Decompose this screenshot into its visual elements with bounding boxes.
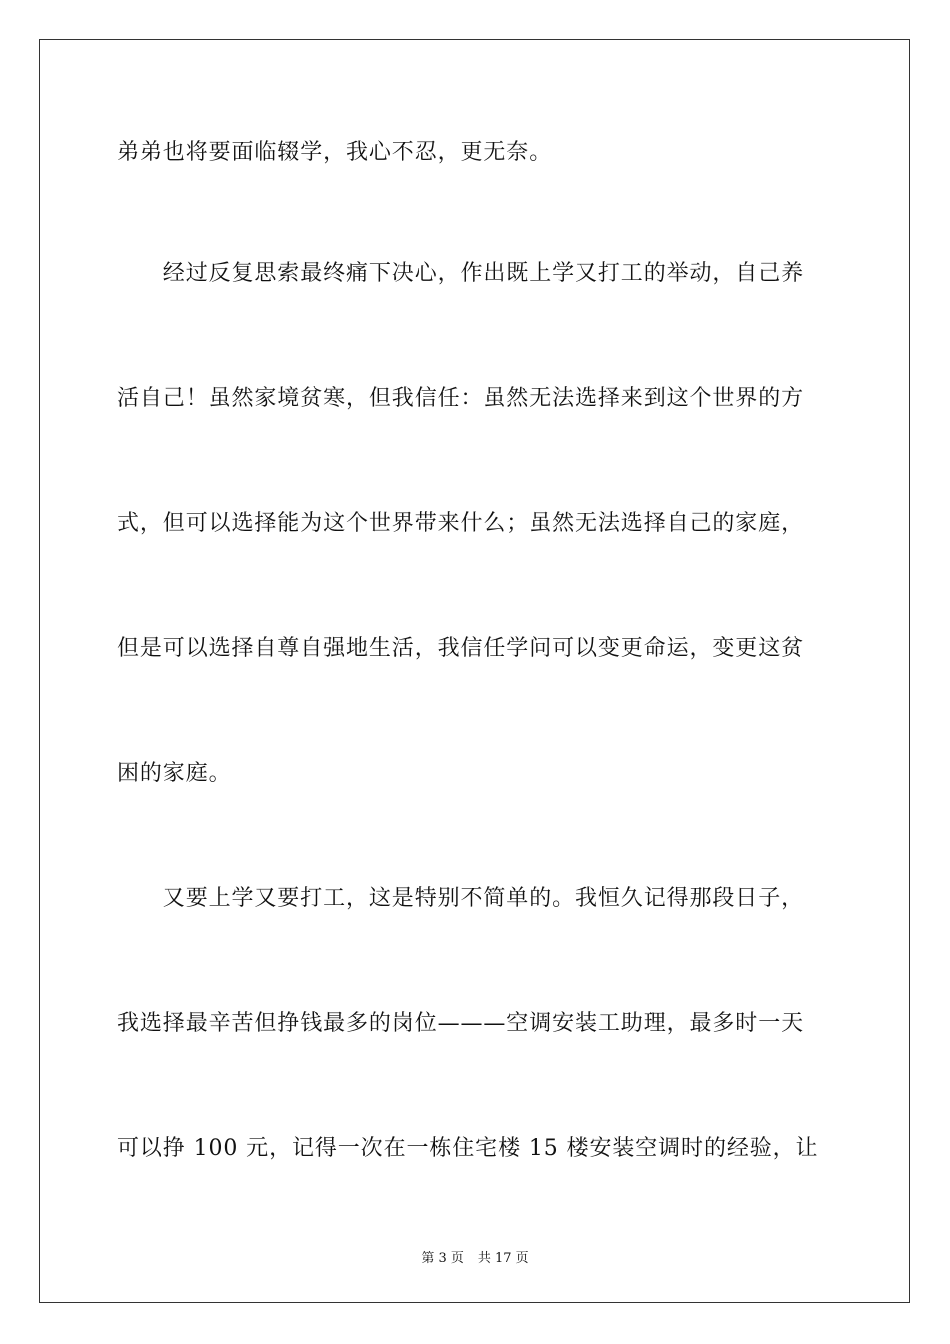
text-line-6: 困的家庭。 [117, 761, 232, 786]
text-line-8: 我选择最辛苦但挣钱最多的岗位———空调安装工助理，最多时一天 [117, 1011, 805, 1036]
text-line-5: 但是可以选择自尊自强地生活，我信任学问可以变更命运，变更这贫 [117, 636, 805, 661]
text-line-1: 弟弟也将要面临辍学，我心不忍，更无奈。 [117, 140, 553, 165]
page-frame [39, 39, 910, 1303]
page-footer [0, 1247, 950, 1266]
text-line-9: 可以挣 100 元，记得一次在一栋住宅楼 15 楼安装空调时的经验，让 [117, 1136, 819, 1161]
total-pages: 共 17 页 [477, 1251, 529, 1266]
text-line-3: 活自己！虽然家境贫寒，但我信任：虽然无法选择来到这个世界的方 [117, 386, 805, 411]
text-line-4: 式，但可以选择能为这个世界带来什么；虽然无法选择自己的家庭， [117, 511, 805, 536]
page-number: 第 3 页 [421, 1251, 464, 1266]
text-line-7: 又要上学又要打工，这是特别不简单的。我恒久记得那段日子， [117, 886, 805, 911]
text-line-2: 经过反复思索最终痛下决心，作出既上学又打工的举动，自己养 [117, 261, 805, 286]
